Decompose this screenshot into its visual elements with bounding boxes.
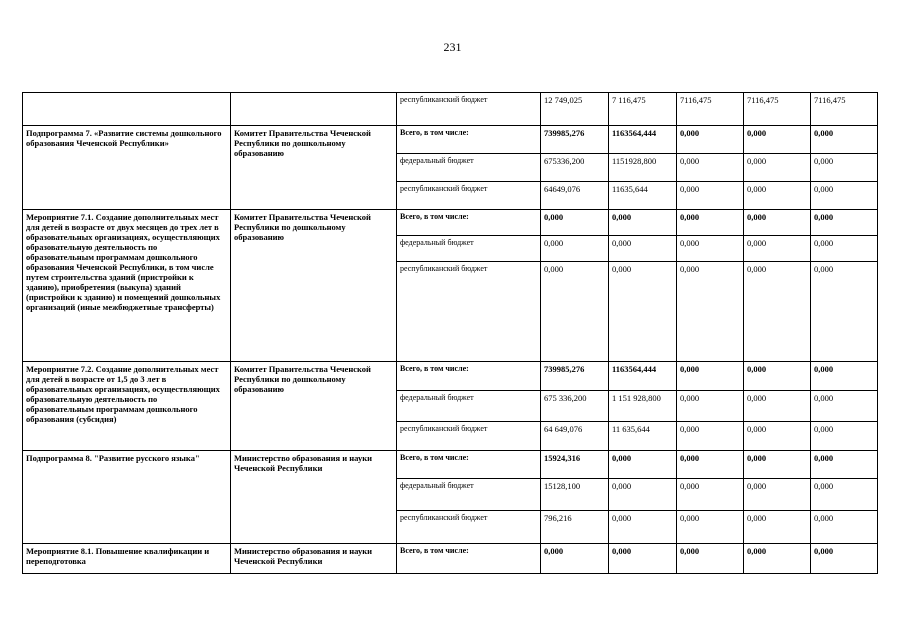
amount-cell: 64 649,076 bbox=[541, 422, 609, 451]
amount-cell: 0,000 bbox=[677, 479, 744, 511]
amount-cell: 0,000 bbox=[744, 544, 811, 574]
amount-cell: 0,000 bbox=[811, 236, 878, 262]
amount-cell: 1151928,800 bbox=[609, 154, 677, 182]
executor-cell: Комитет Правительства Чеченской Республики по дошкольному образованию bbox=[231, 126, 397, 210]
amount-cell: 0,000 bbox=[744, 362, 811, 391]
program-name-cell: Мероприятие 8.1. Повышение квалификации и переподготовка bbox=[23, 544, 231, 574]
amount-cell: 0,000 bbox=[609, 236, 677, 262]
amount-cell: 0,000 bbox=[744, 422, 811, 451]
executor-cell: Комитет Правительства Чеченской Республики по дошкольному образованию bbox=[231, 362, 397, 451]
funding-source-cell: Всего, в том числе: bbox=[397, 362, 541, 391]
executor-cell bbox=[231, 93, 397, 126]
program-name-cell: Мероприятие 7.1. Создание дополнительных мест для детей в возрасте от двух месяцев до трех лет в образовательных организациях, осуществляющих образовательную деятельность по образовательным программам дошкольного образования Чеченской Республики, в том числе путем строительства зданий (пристройки к зданию), приобретения (выкупа) зданий (пристройки к зданию) и помещений дошкольных организаций (иные межбюджетные трансферты) bbox=[23, 210, 231, 362]
budget-table bbox=[22, 92, 878, 574]
amount-cell: 0,000 bbox=[609, 210, 677, 236]
amount-cell: 0,000 bbox=[609, 262, 677, 362]
amount-cell: 0,000 bbox=[811, 210, 878, 236]
amount-cell: 0,000 bbox=[677, 210, 744, 236]
amount-cell: 796,216 bbox=[541, 511, 609, 544]
amount-cell: 0,000 bbox=[677, 544, 744, 574]
amount-cell: 1163564,444 bbox=[609, 126, 677, 154]
funding-source-cell: федеральный бюджет bbox=[397, 391, 541, 422]
amount-cell: 0,000 bbox=[677, 362, 744, 391]
amount-cell: 11 635,644 bbox=[609, 422, 677, 451]
program-name-cell: Мероприятие 7.2. Создание дополнительных мест для детей в возрасте от 1,5 до 3 лет в образовательных организациях, осуществляющих образовательную деятельность по образовательным программам дошкольного образования (субсидия) bbox=[23, 362, 231, 451]
amount-cell: 15128,100 bbox=[541, 479, 609, 511]
amount-cell: 0,000 bbox=[744, 210, 811, 236]
funding-source-cell: республиканский бюджет bbox=[397, 422, 541, 451]
amount-cell: 0,000 bbox=[744, 451, 811, 479]
amount-cell: 0,000 bbox=[677, 236, 744, 262]
table-row bbox=[23, 544, 878, 574]
amount-cell: 0,000 bbox=[744, 262, 811, 362]
amount-cell: 0,000 bbox=[811, 479, 878, 511]
amount-cell: 0,000 bbox=[609, 511, 677, 544]
amount-cell: 64649,076 bbox=[541, 182, 609, 210]
amount-cell: 0,000 bbox=[811, 422, 878, 451]
amount-cell: 12 749,025 bbox=[541, 93, 609, 126]
funding-source-cell: республиканский бюджет bbox=[397, 182, 541, 210]
funding-source-cell: федеральный бюджет bbox=[397, 154, 541, 182]
amount-cell: 0,000 bbox=[609, 544, 677, 574]
amount-cell: 0,000 bbox=[744, 479, 811, 511]
amount-cell: 0,000 bbox=[811, 451, 878, 479]
amount-cell: 0,000 bbox=[677, 182, 744, 210]
amount-cell: 0,000 bbox=[811, 511, 878, 544]
amount-cell: 1 151 928,800 bbox=[609, 391, 677, 422]
amount-cell: 0,000 bbox=[609, 479, 677, 511]
program-name-cell: Подпрограмма 8. "Развитие русского языка" bbox=[23, 451, 231, 544]
amount-cell: 0,000 bbox=[811, 182, 878, 210]
amount-cell: 0,000 bbox=[811, 362, 878, 391]
amount-cell: 0,000 bbox=[541, 262, 609, 362]
amount-cell: 7116,475 bbox=[744, 93, 811, 126]
table-row bbox=[23, 126, 878, 154]
amount-cell: 0,000 bbox=[677, 511, 744, 544]
budget-table-body bbox=[23, 93, 878, 574]
amount-cell: 0,000 bbox=[541, 236, 609, 262]
amount-cell: 0,000 bbox=[541, 544, 609, 574]
amount-cell: 7116,475 bbox=[811, 93, 878, 126]
amount-cell: 0,000 bbox=[744, 511, 811, 544]
amount-cell: 0,000 bbox=[677, 422, 744, 451]
table-row bbox=[23, 93, 878, 126]
funding-source-cell: республиканский бюджет bbox=[397, 262, 541, 362]
amount-cell: 7 116,475 bbox=[609, 93, 677, 126]
funding-source-cell: республиканский бюджет bbox=[397, 511, 541, 544]
amount-cell: 0,000 bbox=[744, 126, 811, 154]
executor-cell: Комитет Правительства Чеченской Республики по дошкольному образованию bbox=[231, 210, 397, 362]
table-row bbox=[23, 451, 878, 479]
amount-cell: 0,000 bbox=[541, 210, 609, 236]
amount-cell: 0,000 bbox=[744, 236, 811, 262]
page-number: 231 bbox=[443, 40, 462, 54]
table-row bbox=[23, 210, 878, 236]
amount-cell: 0,000 bbox=[811, 126, 878, 154]
funding-source-cell: федеральный бюджет bbox=[397, 236, 541, 262]
amount-cell: 1163564,444 bbox=[609, 362, 677, 391]
amount-cell: 0,000 bbox=[811, 154, 878, 182]
amount-cell: 0,000 bbox=[677, 262, 744, 362]
amount-cell: 739985,276 bbox=[541, 362, 609, 391]
amount-cell: 0,000 bbox=[744, 391, 811, 422]
funding-source-cell: федеральный бюджет bbox=[397, 479, 541, 511]
funding-source-cell: Всего, в том числе: bbox=[397, 451, 541, 479]
amount-cell: 7116,475 bbox=[677, 93, 744, 126]
program-name-cell: Подпрограмма 7. «Развитие системы дошкольного образования Чеченской Республики» bbox=[23, 126, 231, 210]
funding-source-cell: Всего, в том числе: bbox=[397, 210, 541, 236]
amount-cell: 0,000 bbox=[744, 182, 811, 210]
amount-cell: 0,000 bbox=[744, 154, 811, 182]
amount-cell: 0,000 bbox=[609, 451, 677, 479]
amount-cell: 0,000 bbox=[677, 126, 744, 154]
amount-cell: 0,000 bbox=[677, 451, 744, 479]
amount-cell: 0,000 bbox=[677, 154, 744, 182]
amount-cell: 0,000 bbox=[677, 391, 744, 422]
amount-cell: 11635,644 bbox=[609, 182, 677, 210]
funding-source-cell: Всего, в том числе: bbox=[397, 544, 541, 574]
amount-cell: 0,000 bbox=[811, 544, 878, 574]
amount-cell: 0,000 bbox=[811, 262, 878, 362]
executor-cell: Министерство образования и науки Чеченской Республики bbox=[231, 451, 397, 544]
amount-cell: 675336,200 bbox=[541, 154, 609, 182]
funding-source-cell: Всего, в том числе: bbox=[397, 126, 541, 154]
executor-cell: Министерство образования и науки Чеченской Республики bbox=[231, 544, 397, 574]
amount-cell: 15924,316 bbox=[541, 451, 609, 479]
program-name-cell bbox=[23, 93, 231, 126]
amount-cell: 0,000 bbox=[811, 391, 878, 422]
amount-cell: 739985,276 bbox=[541, 126, 609, 154]
table-row bbox=[23, 362, 878, 391]
funding-source-cell: республиканский бюджет bbox=[397, 93, 541, 126]
amount-cell: 675 336,200 bbox=[541, 391, 609, 422]
